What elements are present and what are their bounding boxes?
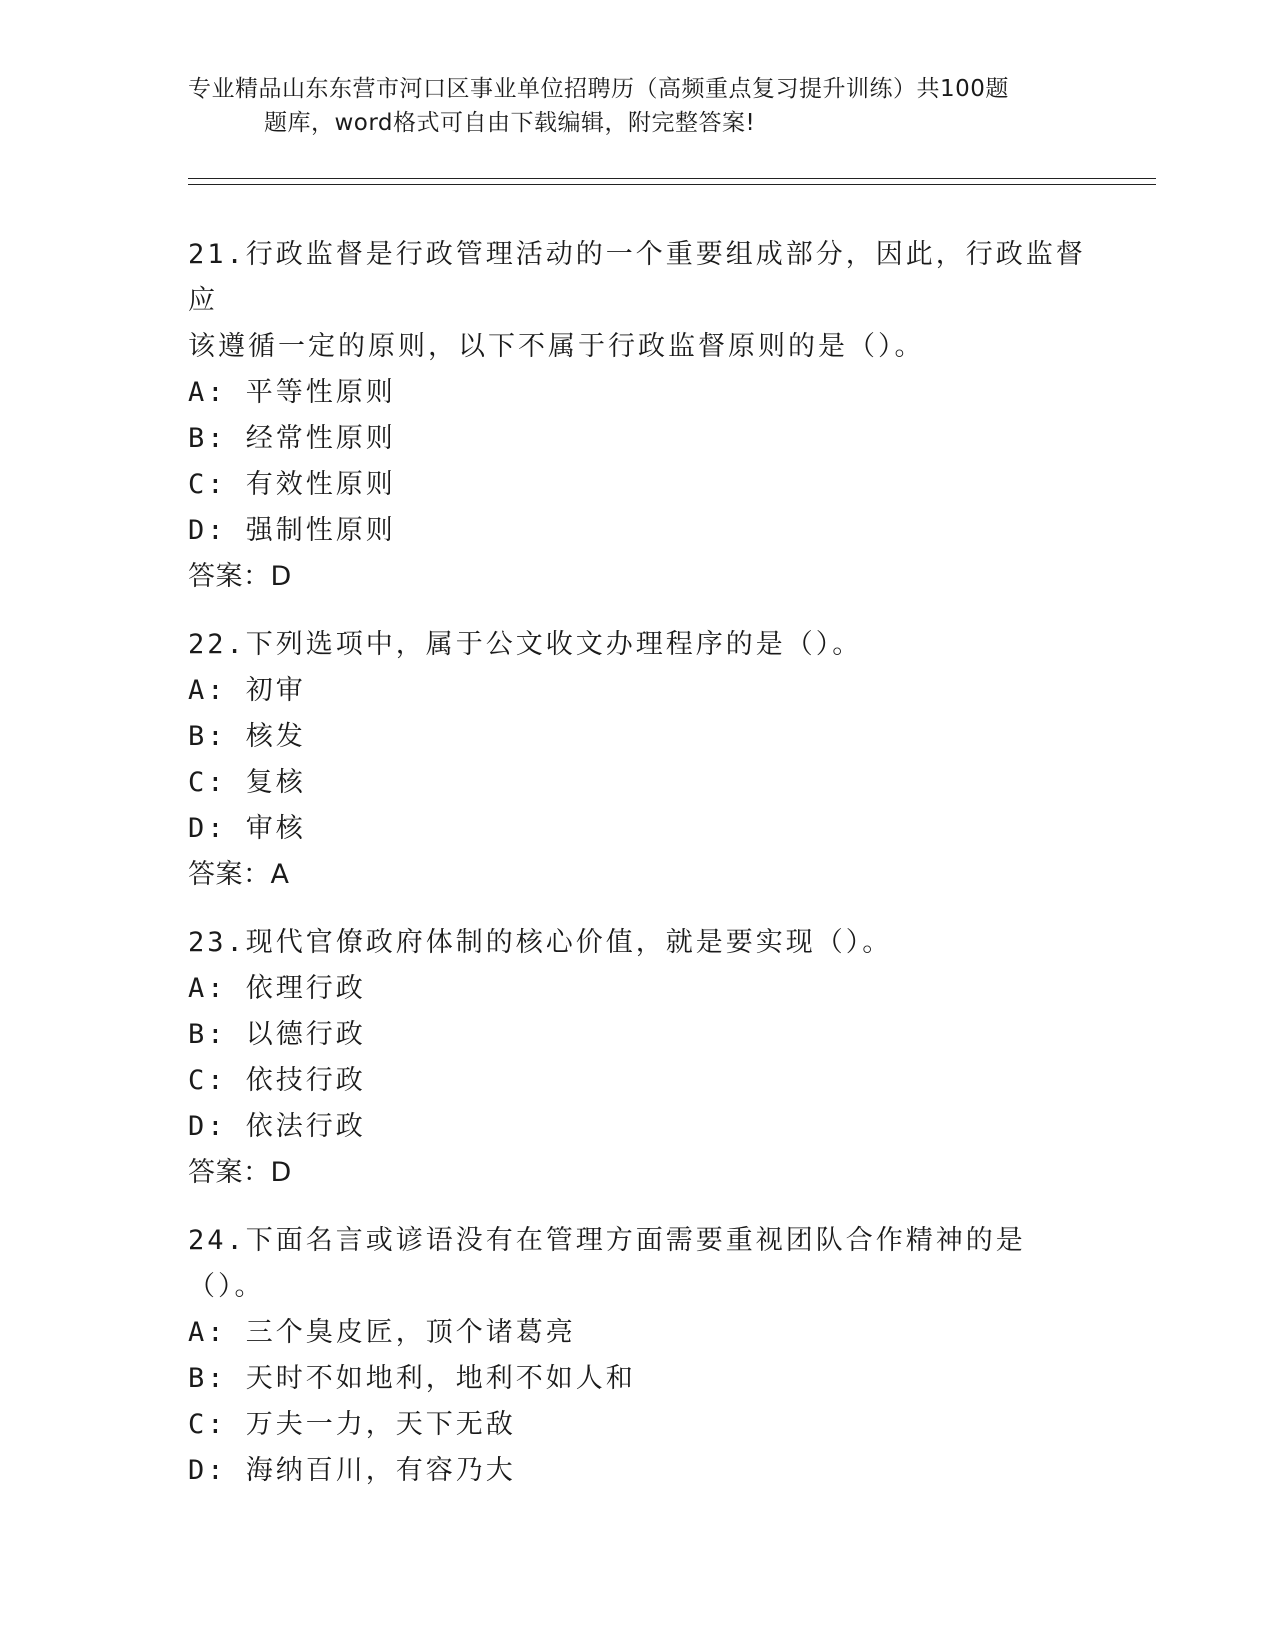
option-b: B: 以德行政 bbox=[188, 1019, 366, 1050]
answer-line: 答案：D bbox=[188, 561, 292, 592]
question-23 bbox=[188, 920, 1088, 1196]
question-stem-line: 21.行政监督是行政管理活动的一个重要组成部分，因此，行政监督应 bbox=[188, 239, 1086, 316]
option-a: A: 平等性原则 bbox=[188, 377, 396, 408]
option-c: C: 复核 bbox=[188, 767, 306, 798]
option-b: B: 核发 bbox=[188, 721, 306, 752]
header-divider-top bbox=[188, 178, 1156, 179]
answer-line: 答案：A bbox=[188, 859, 290, 890]
question-21 bbox=[188, 232, 1088, 600]
option-d: D: 审核 bbox=[188, 813, 306, 844]
header-title-line-1: 专业精品山东东营市河口区事业单位招聘历（高频重点复习提升训练）共100题 bbox=[188, 76, 1009, 102]
option-d: D: 强制性原则 bbox=[188, 515, 396, 546]
option-c: C: 万夫一力，天下无敌 bbox=[188, 1409, 516, 1440]
answer-line: 答案：D bbox=[188, 1157, 292, 1188]
option-c: C: 依技行政 bbox=[188, 1065, 366, 1096]
option-d: D: 依法行政 bbox=[188, 1111, 366, 1142]
option-a: A: 三个臭皮匠，顶个诸葛亮 bbox=[188, 1317, 576, 1348]
question-stem-line: 23.现代官僚政府体制的核心价值，就是要实现（）。 bbox=[188, 927, 893, 958]
option-d: D: 海纳百川，有容乃大 bbox=[188, 1455, 516, 1486]
question-24 bbox=[188, 1218, 1088, 1494]
header-divider-bottom bbox=[188, 184, 1156, 185]
option-b: B: 天时不如地利，地利不如人和 bbox=[188, 1363, 636, 1394]
question-stem-line: 24.下面名言或谚语没有在管理方面需要重视团队合作精神的是（）。 bbox=[188, 1225, 1026, 1302]
option-b: B: 经常性原则 bbox=[188, 423, 396, 454]
option-a: A: 依理行政 bbox=[188, 973, 366, 1004]
document-header bbox=[188, 72, 1088, 140]
question-22 bbox=[188, 622, 1088, 898]
question-stem-line: 22.下列选项中，属于公文收文办理程序的是（）。 bbox=[188, 629, 863, 660]
question-stem-line: 该遵循一定的原则，以下不属于行政监督原则的是（）。 bbox=[188, 331, 925, 362]
option-c: C: 有效性原则 bbox=[188, 469, 396, 500]
header-title-line-2: 题库，word格式可自由下载编辑，附完整答案! bbox=[264, 110, 756, 136]
question-list bbox=[188, 232, 1088, 1516]
option-a: A: 初审 bbox=[188, 675, 306, 706]
